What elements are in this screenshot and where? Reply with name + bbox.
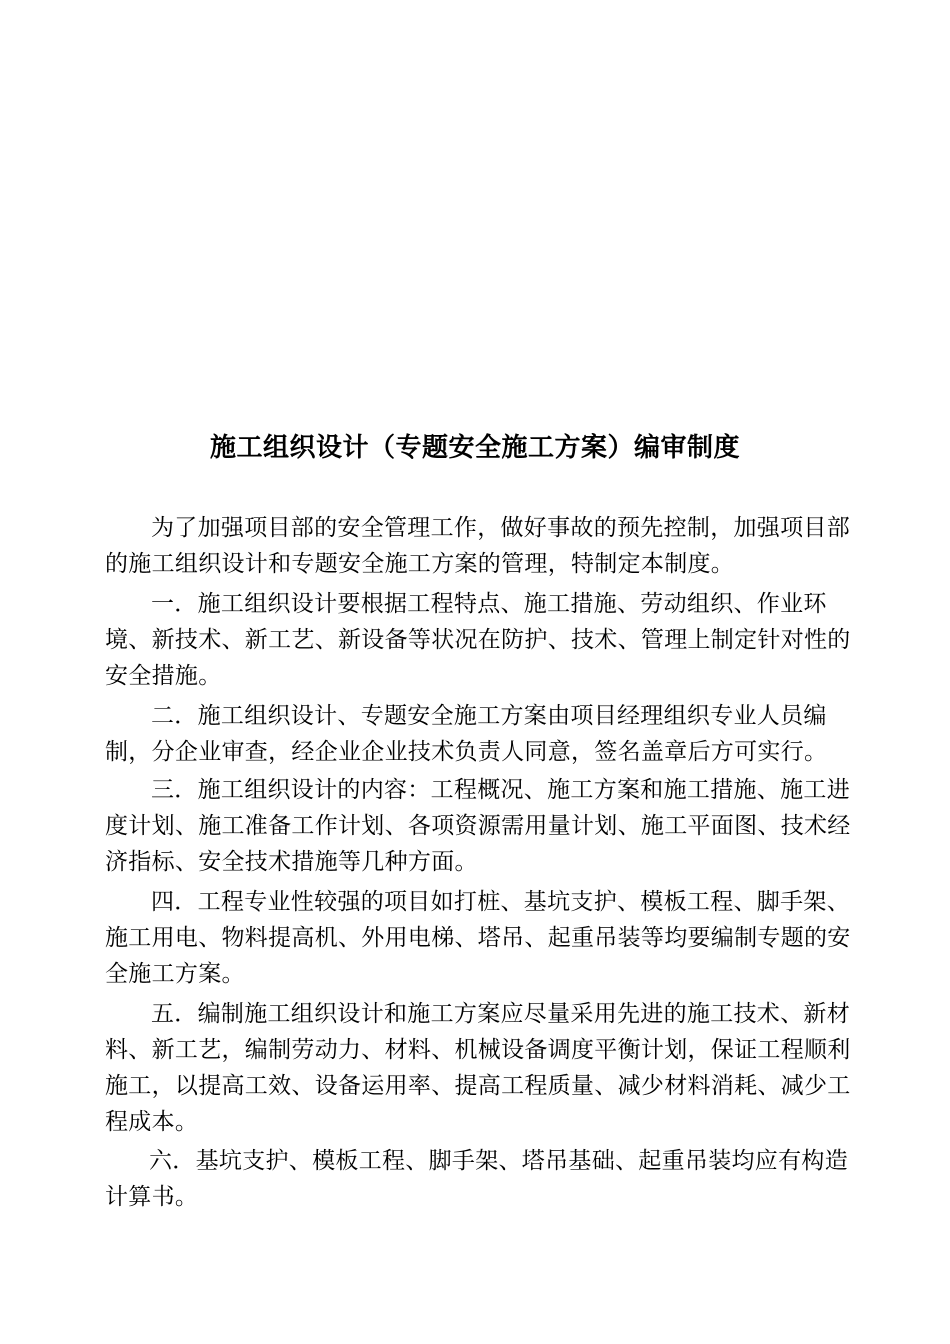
clause-5-paragraph: 五．编制施工组织设计和施工方案应尽量采用先进的施工技术、新材料、新工艺，编制劳动力、材料、机械设备调度平衡计划，保证工程顺利施工，以提高工效、设备运用率、提高工程质量、减少材料消耗、减少工程成本。 (105, 1001, 851, 1135)
clause-4-paragraph: 四．工程专业性较强的项目如打桩、基坑支护、模板工程、脚手架、施工用电、物料提高机、外用电梯、塔吊、起重吊装等均要编制专题的安全施工方案。 (105, 889, 851, 987)
clause-6-paragraph: 六．基坑支护、模板工程、脚手架、塔吊基础、起重吊装均应有构造计算书。 (105, 1148, 848, 1210)
clause-2-paragraph: 二．施工组织设计、专题安全施工方案由项目经理组织专业人员编制，分企业审查，经企业企业技术负责人同意，签名盖章后方可实行。 (105, 703, 828, 765)
clause-3-paragraph: 三．施工组织设计的内容：工程概况、施工方案和施工措施、施工进度计划、施工准备工作计划、各项资源需用量计划、施工平面图、技术经济指标、安全技术措施等几种方面。 (105, 777, 851, 875)
clause-1-paragraph: 一．施工组织设计要根据工程特点、施工措施、劳动组织、作业环境、新技术、新工艺、新设备等状况在防护、技术、管理上制定针对性的安全措施。 (105, 591, 851, 689)
document-title: 施工组织设计（专题安全施工方案）编审制度 (209, 433, 740, 463)
intro-paragraph: 为了加强项目部的安全管理工作，做好事故的预先控制，加强项目部的施工组织设计和专题安全施工方案的管理，特制定本制度。 (105, 515, 850, 577)
